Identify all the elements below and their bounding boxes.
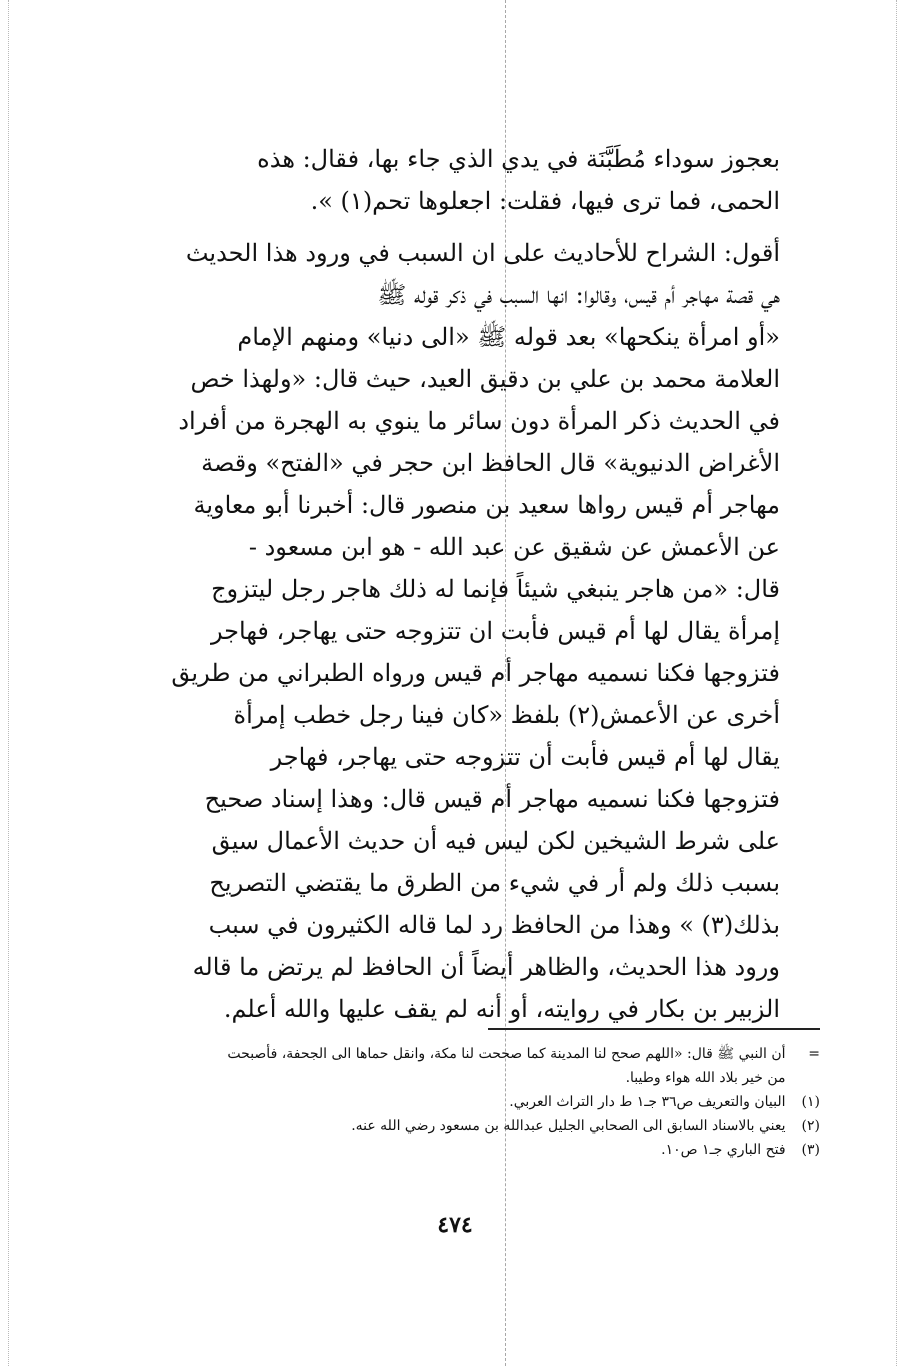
body-line: فتزوجها فكنا نسميه مهاجر أم قيس قال: وهذا إسناد صحيح (204, 785, 780, 813)
footnote-text: فتح الباري جـ١ ص١٠. (661, 1142, 786, 1158)
footnote-text: البيان والتعريف ص٣٦ جـ١ ط دار التراث العربي. (509, 1094, 786, 1110)
body-line: أخرى عن الأعمش(٢) بلفظ «كان فينا رجل خطب إمرأة (233, 701, 780, 729)
body-line: إمرأة يقال لها أم قيس فأبت ان تتزوجه حتى يهاجر، فهاجر (210, 617, 780, 645)
body-line: بعجوز سوداء مُطَبَّنَة في يدي الذي جاء بها، فقال: هذه (257, 145, 780, 173)
body-line: العلامة محمد بن علي بن دقيق العيد، حيث قال: «ولهذا خص (190, 365, 780, 393)
page-number: ٤٧٤ (437, 1212, 473, 1238)
body-line: على شرط الشيخين لكن ليس فيه أن حديث الأعمال سيق (211, 827, 780, 855)
body-line: ورود هذا الحديث، والظاهر أيضاً أن الحافظ لم يرتض ما قاله (192, 953, 780, 981)
footnotes (160, 1042, 820, 1162)
footnote (160, 1090, 820, 1114)
body-line: بذلك(٣) » وهذا من الحافظ رد لما قاله الكثيرون في سبب (208, 911, 780, 939)
footnote (160, 1138, 820, 1162)
body-line: «أو امرأة ينكحها» بعد قوله ﷺ «الى دنيا» ومنهم الإمام (237, 323, 780, 351)
footnote (160, 1066, 820, 1090)
body-line: بسبب ذلك ولم أر في شيء من الطرق ما يقتضي التصريح (209, 869, 780, 897)
body-line: الحمى، فما ترى فيها، فقلت: اجعلوها تحم(١) ». (310, 187, 780, 215)
footnote-number: (٢) (801, 1118, 820, 1134)
body-line: فتزوجها فكنا نسميه مهاجر أم قيس ورواه الطبراني من طريق (171, 659, 780, 687)
footnote-number: (٣) (801, 1142, 820, 1158)
body-line: مهاجر أم قيس رواها سعيد بن منصور قال: أخبرنا أبو معاوية (193, 491, 780, 519)
footnote-text: أن النبي ﷺ قال: «اللهم صحح لنا المدينة كما صححت لنا مكة، وانقل حماها الى الجحفة، فأصبحت (227, 1046, 786, 1062)
body-line: الزبير بن بكار في روايته، أو أنه لم يقف عليها والله أعلم. (223, 995, 780, 1023)
footnote-separator (488, 1028, 820, 1030)
body-text (150, 138, 780, 1030)
footnote-number: = (808, 1046, 820, 1062)
scan-edge-line (8, 0, 9, 1366)
footnote (160, 1042, 820, 1066)
body-line: الأغراض الدنيوية» قال الحافظ ابن حجر في «الفتح» وقصة (201, 449, 780, 477)
body-line: هي قصة مهاجر أم قيس، وقالوا: انها السبب في ذكر قوله ﷺ (377, 281, 780, 309)
body-line: عن الأعمش عن شقيق عن عبد الله - هو ابن مسعود - (248, 533, 780, 561)
body-line: قال: «من هاجر ينبغي شيئاً فإنما له ذلك هاجر رجل ليتزوج (211, 575, 780, 603)
scan-edge-line (896, 0, 897, 1366)
footnote (160, 1114, 820, 1138)
body-line: في الحديث ذكر المرأة دون سائر ما ينوي به الهجرة من أفراد (178, 407, 780, 435)
body-line: يقال لها أم قيس فأبت أن تتزوجه حتى يهاجر، فهاجر (270, 743, 780, 771)
footnote-text: من خير بلاد الله هواء وطيبا. (625, 1070, 786, 1086)
footnote-text: يعني بالاسناد السابق الى الصحابي الجليل عبدالله بن مسعود رضي الله عنه. (351, 1118, 786, 1134)
body-line: أقول: الشراح للأحاديث على ان السبب في ورود هذا الحديث (185, 239, 780, 267)
footnote-number: (١) (801, 1094, 820, 1110)
